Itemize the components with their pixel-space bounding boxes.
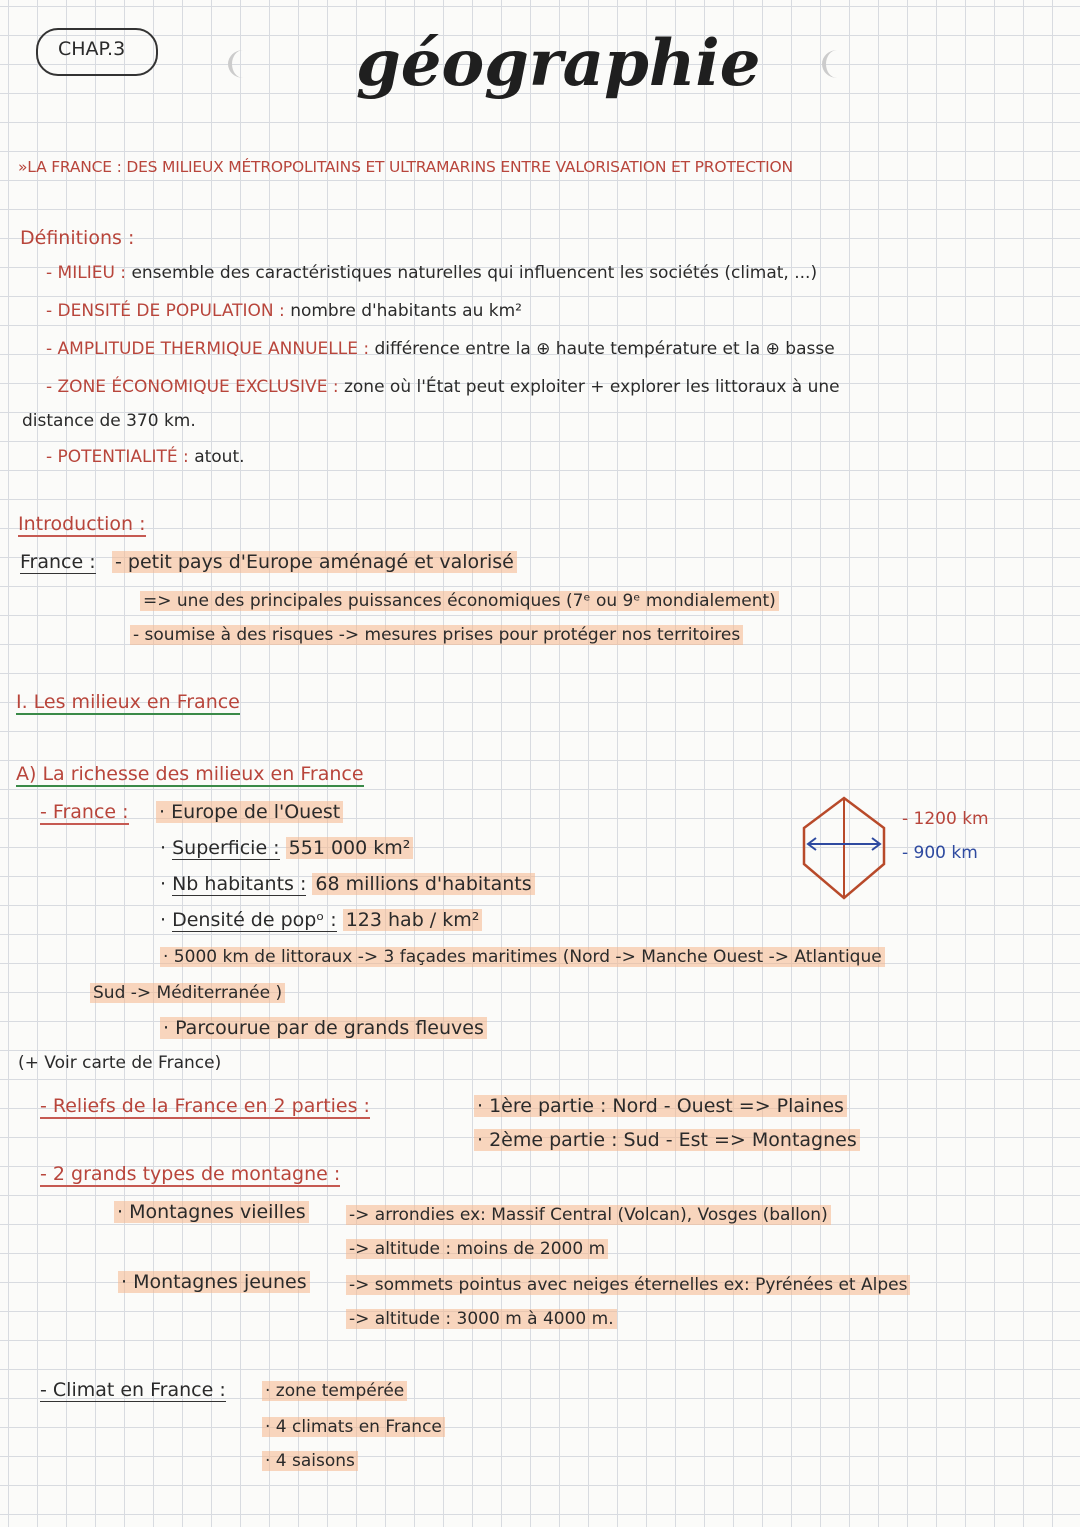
hexagon-diagram: [796, 794, 892, 902]
relief-part-1: · 1ère partie : Nord - Ouest => Plaines: [474, 1094, 847, 1118]
bullet-littoraux: · 5000 km de littoraux -> 3 façades maritimes (Nord -> Manche Ouest -> Atlantique: [160, 946, 885, 968]
bullet-habitants: · Nb habitants : 68 millions d'habitants: [160, 872, 535, 896]
climate-item-1: · zone tempérée: [262, 1380, 407, 1402]
map-note: (+ Voir carte de France): [18, 1053, 222, 1073]
hexagon-vertical-label: - 1200 km: [902, 809, 989, 829]
relief-part-2: · 2ème partie : Sud - Est => Montagnes: [474, 1128, 860, 1152]
section-a-heading: A) La richesse des milieux en France: [16, 763, 364, 785]
definition-zee: - ZONE ÉCONOMIQUE EXCLUSIVE : zone où l'État peut exploiter + explorer les littoraux à une: [46, 377, 840, 397]
bullet-superficie: · Superficie : 551 000 km²: [160, 836, 413, 860]
definition-milieu: - MILIEU : ensemble des caractéristiques naturelles qui influencent les sociétés (climat, ...): [46, 263, 818, 283]
reliefs-label: - Reliefs de la France en 2 parties :: [40, 1095, 370, 1117]
mountains-old: · Montagnes vieilles: [114, 1200, 309, 1224]
mountains-old-line-2: -> altitude : moins de 2000 m: [346, 1238, 608, 1260]
mountains-young: · Montagnes jeunes: [118, 1270, 310, 1294]
hexagon-horizontal-label: - 900 km: [902, 843, 978, 863]
climate-item-2: · 4 climats en France: [262, 1416, 445, 1438]
mountains-old-line-1: -> arrondies ex: Massif Central (Volcan), Vosges (ballon): [346, 1204, 831, 1226]
france-label: - France :: [40, 801, 129, 823]
definition-zee-continued: distance de 370 km.: [22, 411, 196, 431]
page-title: géographie: [356, 26, 761, 101]
intro-line-1: - petit pays d'Europe aménagé et valorisé: [112, 550, 517, 574]
climate-item-3: · 4 saisons: [262, 1450, 358, 1472]
definition-densite: - DENSITÉ DE POPULATION : nombre d'habitants au km²: [46, 301, 522, 321]
bullet-densite: · Densité de popᵒ : 123 hab / km²: [160, 908, 482, 932]
intro-line-2: => une des principales puissances économiques (7ᵉ ou 9ᵉ mondialement): [140, 590, 779, 612]
definition-amplitude: - AMPLITUDE THERMIQUE ANNUELLE : différence entre la ⊕ haute température et la ⊕ basse: [46, 339, 835, 359]
section-1-heading: I. Les milieux en France: [16, 691, 240, 713]
binder-hole-left: [228, 50, 258, 78]
bullet-littoraux-continued: Sud -> Méditerranée ): [90, 982, 285, 1004]
page-subtitle: »LA FRANCE : DES MILIEUX MÉTROPOLITAINS ET ULTRAMARINS ENTRE VALORISATION ET PROTECTION: [18, 158, 793, 176]
chapter-label: CHAP.3: [58, 38, 126, 60]
mountains-label: - 2 grands types de montagne :: [40, 1163, 341, 1185]
binder-hole-right: [822, 50, 852, 78]
intro-heading: Introduction :: [18, 513, 146, 535]
definition-potentialite: - POTENTIALITÉ : atout.: [46, 447, 245, 467]
intro-line-3: - soumise à des risques -> mesures prises pour protéger nos territoires: [130, 624, 743, 646]
bullet-europe: · Europe de l'Ouest: [156, 800, 343, 824]
definitions-heading: Définitions :: [20, 227, 135, 249]
mountains-young-line-2: -> altitude : 3000 m à 4000 m.: [346, 1308, 617, 1330]
bullet-fleuves: · Parcourue par de grands fleuves: [160, 1016, 487, 1040]
intro-france-label: France :: [20, 551, 96, 573]
climate-label: - Climat en France :: [40, 1379, 226, 1401]
mountains-young-line-1: -> sommets pointus avec neiges éternelles ex: Pyrénées et Alpes: [346, 1274, 910, 1296]
